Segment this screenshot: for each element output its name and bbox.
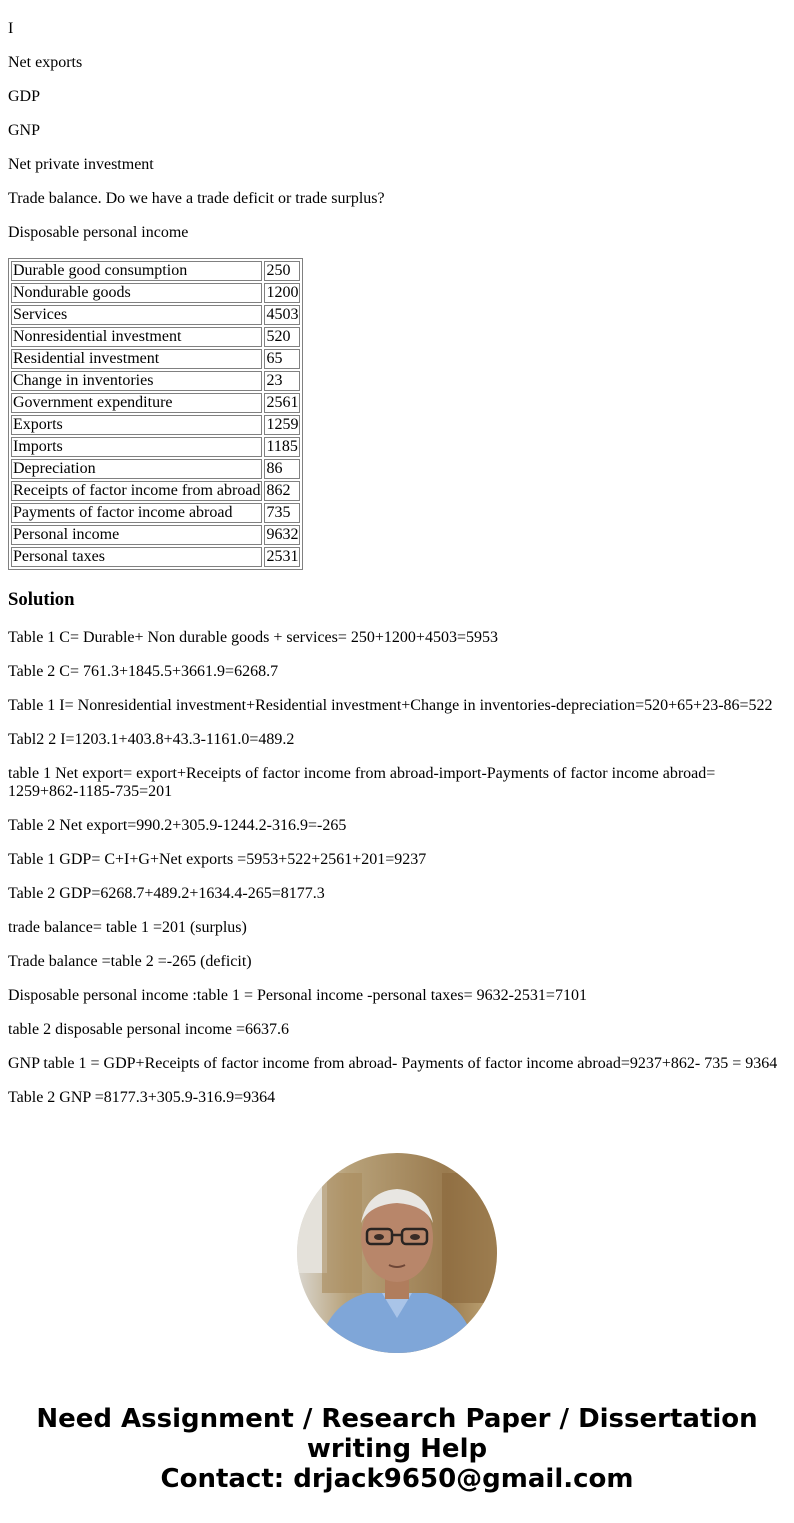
- row-value: 4503: [266, 306, 299, 323]
- solution-line: Table 1 I= Nonresidential investment+Residential investment+Change in inventories-depreciation=520+65+23-86=522: [8, 697, 773, 714]
- row-label: Exports: [11, 415, 262, 435]
- table-row: [11, 283, 300, 303]
- table-row: [11, 503, 300, 523]
- row-label: Payments of factor income abroad: [11, 503, 262, 523]
- table-row: [11, 261, 300, 281]
- question-item: Disposable personal income: [8, 224, 189, 241]
- table-row: [11, 525, 300, 545]
- row-label: Residential investment: [11, 349, 262, 369]
- contact-banner: [0, 1404, 794, 1494]
- row-value: 1259: [266, 416, 299, 433]
- row-value: 862: [264, 481, 300, 501]
- question-item: GNP: [8, 122, 41, 139]
- table-row: [11, 371, 300, 391]
- solution-line: Disposable personal income :table 1 = Personal income -personal taxes= 9632-2531=7101: [8, 987, 587, 1004]
- solution-line: table 1 Net export= export+Receipts of factor income from abroad-import-Payments of factor income abroad= 1259+862-1185-735=201: [8, 765, 716, 800]
- table-row: [11, 481, 300, 501]
- solution-line: table 2 disposable personal income =6637.6: [8, 1021, 289, 1038]
- row-value: 9632: [266, 526, 299, 543]
- row-value: 86: [264, 459, 300, 479]
- row-label: Imports: [11, 437, 262, 457]
- row-label: Durable good consumption: [11, 261, 262, 281]
- solution-heading: Solution: [8, 589, 75, 610]
- table-row: [11, 305, 300, 325]
- table-row: [11, 349, 300, 369]
- row-label: Nonresidential investment: [11, 327, 262, 347]
- table-row: [11, 415, 300, 435]
- solution-line: Table 2 Net export=990.2+305.9-1244.2-316.9=-265: [8, 817, 347, 834]
- row-value: 2531: [266, 548, 299, 565]
- row-label: Personal income: [11, 525, 262, 545]
- row-value: 250: [264, 261, 300, 281]
- solution-line: Tabl2 2 I=1203.1+403.8+43.3-1161.0=489.2: [8, 731, 295, 748]
- row-label: Government expenditure: [11, 393, 262, 413]
- solution-line: GNP table 1 = GDP+Receipts of factor income from abroad- Payments of factor income abroad=9237+862- 735 = 9364: [8, 1055, 778, 1072]
- solution-line: Table 2 GDP=6268.7+489.2+1634.4-265=8177.3: [8, 885, 325, 902]
- solution-line: Table 1 GDP= C+I+G+Net exports =5953+522+2561+201=9237: [8, 851, 427, 868]
- row-label: Receipts of factor income from abroad: [13, 482, 261, 499]
- table-row: [11, 327, 300, 347]
- row-value: 65: [264, 349, 300, 369]
- row-label: Services: [11, 305, 262, 325]
- row-value: 23: [264, 371, 300, 391]
- row-value: 520: [264, 327, 300, 347]
- row-value: 2561: [266, 394, 299, 411]
- row-label: Depreciation: [11, 459, 262, 479]
- table-row: [11, 393, 300, 413]
- row-label: Change in inventories: [11, 371, 262, 391]
- table-row: [11, 437, 300, 457]
- data-table: [8, 258, 303, 570]
- row-value: 1185: [264, 437, 300, 457]
- banner-title: Need Assignment / Research Paper / Dissertation writing Help: [36, 1404, 758, 1464]
- author-photo-icon: [297, 1153, 497, 1353]
- question-item: Net private investment: [8, 156, 154, 173]
- contact-email[interactable]: Contact: drjack9650@gmail.com: [160, 1464, 634, 1494]
- row-label: Personal taxes: [11, 547, 262, 567]
- table-row: [11, 459, 300, 479]
- question-item: Trade balance. Do we have a trade deficit or trade surplus?: [8, 190, 385, 207]
- table-row: [11, 547, 300, 567]
- solution-line: Table 2 C= 761.3+1845.5+3661.9=6268.7: [8, 663, 279, 680]
- row-value: 735: [264, 503, 300, 523]
- question-item: I: [8, 20, 14, 37]
- row-label: Nondurable goods: [11, 283, 262, 303]
- question-item: GDP: [8, 88, 41, 105]
- solution-line: trade balance= table 1 =201 (surplus): [8, 919, 247, 936]
- row-value: 1200: [266, 284, 299, 301]
- solution-line: Table 1 C= Durable+ Non durable goods + services= 250+1200+4503=5953: [8, 629, 498, 646]
- solution-line: Trade balance =table 2 =-265 (deficit): [8, 953, 252, 970]
- author-avatar: [297, 1153, 497, 1353]
- solution-line: Table 2 GNP =8177.3+305.9-316.9=9364: [8, 1089, 276, 1106]
- question-item: Net exports: [8, 54, 83, 71]
